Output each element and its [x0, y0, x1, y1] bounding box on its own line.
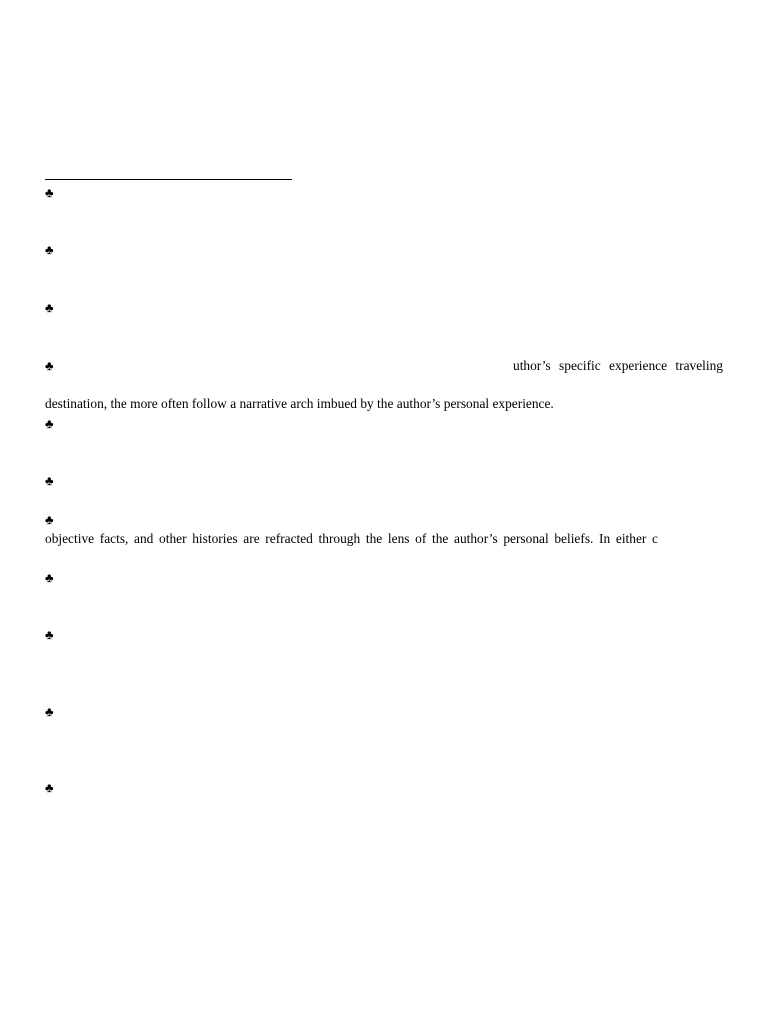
text-line-fragment-3: objective facts, and other histories are refracted through the lens of the author’s personal beliefs. In either c: [45, 531, 658, 546]
club-bullet-icon: ♣: [45, 512, 54, 527]
club-bullet-icon: ♣: [45, 627, 54, 642]
club-bullet-icon: ♣: [45, 780, 54, 795]
text-line-fragment-1: uthor’s specific experience traveling: [513, 358, 723, 373]
footnote-separator-rule: [45, 179, 292, 180]
club-bullet-icon: ♣: [45, 242, 54, 257]
club-bullet-icon: ♣: [45, 704, 54, 719]
club-bullet-icon: ♣: [45, 473, 54, 488]
club-bullet-icon: ♣: [45, 300, 54, 315]
club-bullet-icon: ♣: [45, 416, 54, 431]
club-bullet-icon: ♣: [45, 185, 54, 200]
club-bullet-icon: ♣: [45, 570, 54, 585]
club-bullet-icon: ♣: [45, 358, 54, 373]
text-line-fragment-2: destination, the more often follow a narrative arch imbued by the author’s personal experience.: [45, 396, 554, 411]
